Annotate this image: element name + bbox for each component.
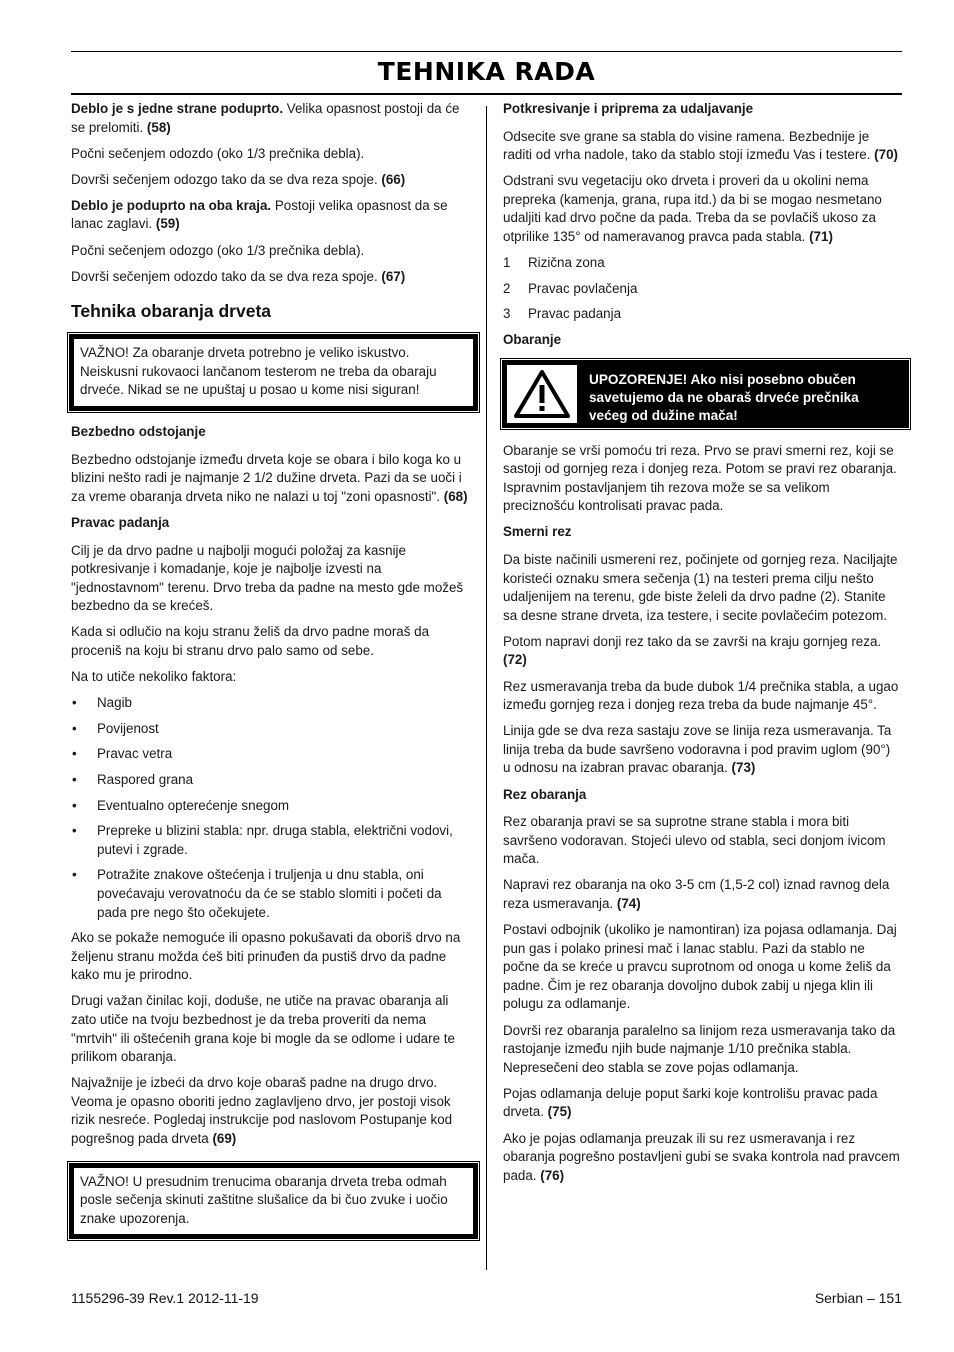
section-title: Tehnika obaranja drveta	[71, 301, 272, 322]
paragraph: Ako se pokaže nemoguće ili opasno pokušavati da oboriš drvo na željenu stranu možda ćeš biti prinuđen da pustiš drvo da padne kako mu je prirodno.	[71, 930, 461, 983]
paragraph-text: Bezbedno odstojanje između drveta koje se obara i bilo koga ko u blizini nešto radi je najmanje 2 1/2 dužine drveta. Pazi da se uoči i za vreme obaranja drveta niko ne nalazi u toj "zoni opasnosti".	[71, 451, 462, 504]
paragraph-text: Postoji velika opasnost da se lanac zaglavi.	[71, 197, 448, 232]
figure-ref: (71)	[809, 229, 833, 245]
subheading-limbing: Potkresivanje i priprema za udaljavanje	[503, 101, 754, 116]
list-item-text: Rizična zona	[528, 255, 605, 271]
paragraph: Obaranje se vrši pomoću tri reza. Prvo se pravi smerni rez, koji se sastoji od gornjeg reza i donjeg reza. Potom se pravi rez obaranja. Ispravnim postavljanjem tih rezova može se sa velikom preciznošću kontrolisati pravac pada.	[503, 442, 897, 514]
paragraph: Da biste načinili usmereni rez, počinjete od gornjeg reza. Naciljajte koristeći oznaku smera sečenja (1) na testeri prema cilju nešto udaljenijem na terenu, gde biste želeli da drvo padne (2). Stanite sa desne strane drveta, iza testere, i secite povlačećim potezom.	[503, 552, 898, 623]
paragraph-one-side-supported	[71, 100, 469, 137]
list-item-text: Pravac povlačenja	[528, 280, 638, 296]
bullet: •	[72, 746, 77, 762]
paragraph-text: Napravi rez obaranja na oko 3-5 cm (1,5-2 col) iznad ravnog dela reza usmeravanja.	[503, 877, 890, 911]
paragraph: Cilj je da drvo padne u najbolji mogući položaj za kasnije potkresivanje i komadanje, koje je najbolje izvesti na "jednostavnom" terenu. Drvo treba da padne na mesto gde možeš bezbedno da se krećeš.	[71, 542, 464, 614]
important-box	[69, 334, 478, 411]
bullet: •	[72, 797, 77, 813]
list-item	[71, 720, 469, 739]
figure-ref: (73)	[731, 760, 756, 776]
figure-ref: (74)	[616, 896, 641, 911]
footer-doc-number: 1155296-39 Rev.1 2012-11-19	[71, 1290, 259, 1306]
page-header	[71, 51, 902, 95]
paragraph	[503, 876, 901, 913]
paragraph: Počni sečenjem odozdo (oko 1/3 prečnika debla).	[71, 145, 365, 161]
paragraph: Rez usmeravanja treba da bude dubok 1/4 prečnika stabla, a ugao između gornjeg reza i donjeg reza treba da bude najmanje 45°.	[503, 678, 899, 713]
paragraph	[503, 1085, 901, 1122]
paragraph-text: Dovrši sečenjem odozdo tako da se dva reza spoje.	[71, 268, 382, 284]
paragraph-text: Najvažnije je izbeći da drvo koje obaraš padne na drugo drvo. Veoma je opasno oboriti jedno zaglavljeno drvo, jer postoji visok rizik nesreće. Pogledaj instrukcije pod naslovom Postupanje kod pogrešnog pada drveta	[71, 1075, 453, 1147]
figure-ref: (69)	[212, 1131, 237, 1147]
bullet: •	[72, 695, 77, 711]
subheading-fall-direction: Pravac padanja	[71, 514, 170, 530]
paragraph-both-ends-supported	[71, 197, 469, 234]
paragraph-text: Linija gde se dva reza sastaju zove se linija reza usmeravanja. Ta linija treba da bude savršeno vodoravna i pod pravim uglom (90°) u odnosu na izabran pravac obaranja.	[503, 723, 892, 776]
paragraph: Postavi odbojnik (ukoliko je namontiran) iza pojasa odlamanja. Daj pun gas i polako prinesi mač i lanac stablu. Pazi da stablo ne počne da se kreće u pravcu suprotnom od onoga u kome želiš da padne. Čim je rez obaranja dovoljno dubok zabij u njega klin ili polugu za odlamanje.	[503, 922, 897, 1012]
list-item	[71, 771, 469, 790]
warning-triangle-icon	[507, 365, 577, 423]
bullet: •	[72, 867, 77, 883]
paragraph	[503, 172, 901, 246]
paragraph-text: Ako je pojas odlamanja preuzak ili su rez usmeravanja i rez obaranja pogrešno postavljeni gubi se svaka kontrola nad pravcem pada.	[503, 1130, 900, 1183]
list-item	[503, 305, 901, 324]
figure-ref: (58)	[146, 119, 171, 135]
paragraph: Dovrši rez obaranja paralelno sa linijom reza usmeravanja tako da rastojanje između njih bude najmanje 1/10 prečnika stabla. Nepresečeni deo stabla se zove pojas odlamanja.	[503, 1022, 896, 1075]
figure-ref: (75)	[547, 1104, 572, 1120]
paragraph	[503, 633, 901, 670]
list-item-text: Prepreke u blizini stabla: npr. druga stabla, električni vodovi, putevi i zgrade.	[97, 823, 453, 857]
bold-lead: Deblo je s jedne strane poduprto.	[71, 101, 284, 116]
list-item-text: Povijenost	[97, 720, 159, 736]
right-column	[503, 100, 901, 1193]
subheading-felling: Obaranje	[503, 331, 562, 347]
figure-ref: (72)	[503, 652, 527, 668]
list-item	[71, 745, 469, 764]
paragraph-text: Dovrši sečenjem odozgo tako da se dva reza spoje.	[71, 171, 382, 187]
factors-list	[71, 694, 469, 922]
bold-lead: Deblo je poduprto na oba kraja.	[71, 197, 272, 213]
paragraph-text: Odstrani svu vegetaciju oko drveta i proveri da u okolini nema prepreka (kamenja, grana, rupa itd.) da bi se mogao nesmetano udaljiti kad drvo počne da pada. Treba da se povlačiš ukoso za otprilike 135° od nameravanog pravca pada stabla.	[503, 173, 882, 245]
subheading-directional-cut: Smerni rez	[503, 524, 572, 540]
list-item-text: Potražite znakove oštećenja i truljenja u dnu stabla, oni povećavaju verovatnoću da će se stablo slomiti i početi da pada pre nego što očekujete.	[97, 867, 442, 920]
paragraph: Rez obaranja pravi se sa suprotne strane stabla i mora biti savršeno vodoravan. Stojeći ulevo od stabla, seci donjom ivicom mača.	[503, 814, 886, 867]
figure-ref: (68)	[443, 488, 468, 504]
left-column	[71, 100, 469, 1251]
paragraph-text: Potom napravi donji rez tako da se završi na kraju gornjeg reza.	[503, 633, 882, 649]
figure-ref: (67)	[381, 268, 406, 284]
list-item-text: Raspored grana	[97, 771, 194, 787]
paragraph	[503, 128, 901, 165]
paragraph	[503, 1130, 901, 1186]
figure-ref: (70)	[874, 147, 898, 163]
paragraph: Drugi važan činilac koji, doduše, ne utiče na pravac obaranja ali zato utiče na tvoju bezbednost je da treba proveriti da nema "mrtvih" ili oštećenih grana koje bi mogle da se odlome i udare te prilikom obaranja.	[71, 993, 455, 1065]
paragraph: Na to utiče nekoliko faktora:	[71, 669, 237, 685]
subheading-felling-cut: Rez obaranja	[503, 786, 587, 802]
bullet: •	[72, 771, 77, 787]
list-item	[71, 797, 469, 816]
column-divider	[486, 106, 487, 1270]
list-item-text: Nagib	[97, 695, 132, 711]
subheading-safe-distance: Bezbedno odstojanje	[71, 424, 206, 440]
list-item-text: Pravac padanja	[528, 306, 622, 322]
bullet: •	[72, 720, 77, 736]
paragraph	[503, 722, 901, 778]
important-text: VAŽNO! Za obaranje drveta potrebno je veliko iskustvo. Neiskusni rukovaoci lančanom testerom ne treba da obaraju drveće. Nikad se ne upuštaj u posao u kome nisi siguran!	[80, 345, 437, 398]
figure-ref: (59)	[155, 216, 180, 232]
list-item	[71, 866, 469, 922]
list-number: 3	[503, 306, 511, 322]
warning-box	[502, 360, 909, 428]
important-box	[69, 1163, 478, 1240]
paragraph	[71, 451, 469, 507]
list-number: 2	[503, 280, 511, 296]
paragraph	[71, 1074, 469, 1148]
list-item-text: Eventualno opterećenje snegom	[97, 797, 290, 813]
paragraph-text: Pojas odlamanja deluje poput šarki koje kontrolišu pravac pada drveta.	[503, 1085, 878, 1120]
list-number: 1	[503, 255, 511, 271]
page-title: TEHNIKA RADA	[377, 57, 596, 86]
paragraph-text: Velika opasnost postoji da će se prelomiti.	[71, 101, 460, 135]
paragraph-text: Odsecite sve grane sa stabla do visine ramena. Bezbednije je raditi od vrha nadole, tako da stablo stoji između Vas i testere.	[503, 128, 875, 163]
important-text: VAŽNO! U presudnim trenucima obaranja drveta treba odmah posle sečenja skinuti zaštitne slušalice da bi čuo zvuke i uočio znake upozorenja.	[80, 1173, 448, 1226]
paragraph	[71, 268, 469, 287]
list-item-text: Pravac vetra	[97, 746, 173, 762]
paragraph	[71, 171, 469, 190]
warning-text: UPOZORENJE! Ako nisi posebno obučen savetujemo da ne obaraš drveće prečnika većeg od dužine mača!	[577, 365, 904, 423]
figure-ref: (66)	[381, 171, 406, 187]
bullet: •	[72, 823, 77, 839]
paragraph: Počni sečenjem odozgo (oko 1/3 prečnika debla).	[71, 242, 365, 258]
list-item	[503, 280, 901, 299]
list-item	[503, 254, 901, 273]
list-item	[71, 694, 469, 713]
paragraph: Kada si odlučio na koju stranu želiš da drvo padne moraš da proceniš na koju bi stranu drvo palo samo od sebe.	[71, 624, 430, 658]
figure-ref: (76)	[540, 1167, 565, 1183]
zones-list	[503, 254, 901, 324]
footer-page-number: Serbian – 151	[814, 1290, 902, 1306]
list-item	[71, 822, 469, 859]
